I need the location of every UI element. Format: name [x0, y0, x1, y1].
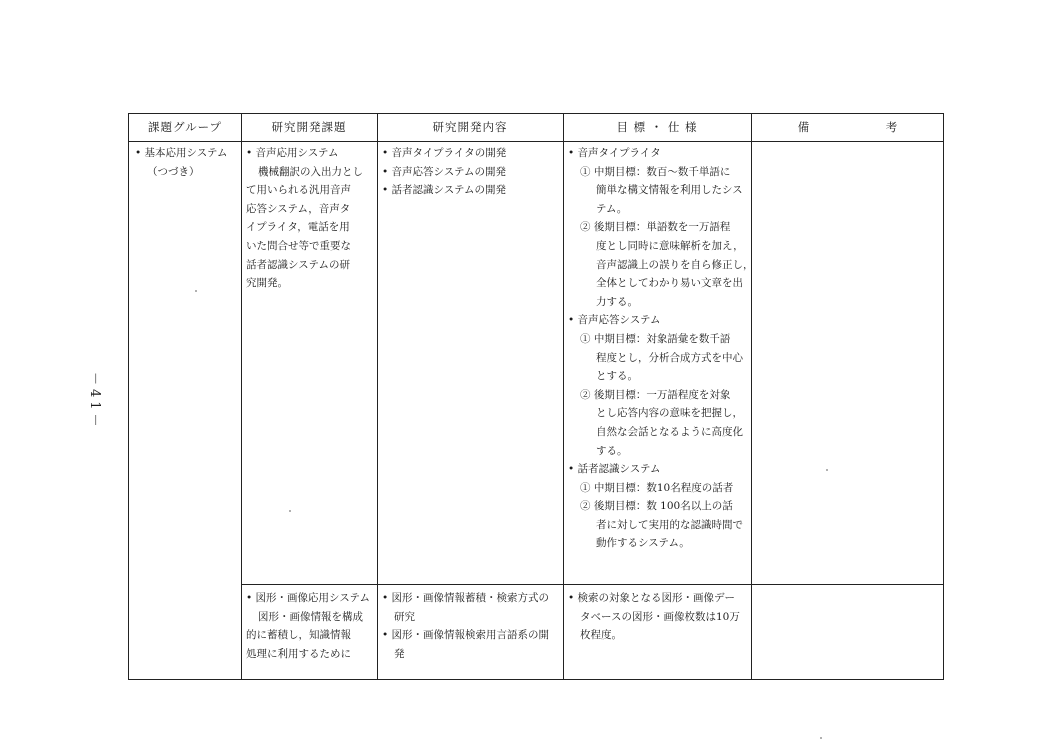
row2-theme-line: 図形・画像情報を構成 [258, 610, 363, 623]
scan-speck [826, 469, 828, 471]
column-divider [241, 114, 242, 679]
row2-theme-cell [246, 589, 374, 663]
scan-speck [820, 737, 822, 739]
row1-target-line: 簡単な構文情報を利用したシス [596, 184, 743, 197]
row1-theme-line: • 音声応用システム [246, 147, 339, 159]
row2-target-line: 枚程度。 [580, 629, 622, 642]
row1-theme-line: 究開発。 [246, 277, 288, 290]
row1-target-line: 音声認識上の誤りを自ら修正し， [596, 258, 754, 271]
row1-target-line: する。 [596, 444, 628, 457]
column-divider [751, 114, 752, 679]
row1-target-line: 力する。 [596, 295, 638, 308]
row1-target-line: ① 中期目標：対象語彙を数千語 [580, 332, 731, 345]
page-number: －41－ [87, 372, 102, 431]
row2-theme-line: • 図形・画像応用システム [246, 592, 370, 604]
column-divider [563, 114, 564, 679]
row1-theme-cell [246, 144, 374, 293]
row1-content-line: • 音声タイプライタの開発 [382, 147, 507, 159]
row1-theme-line: て用いられる汎用音声 [246, 184, 351, 197]
row1-theme-line: イプライタ，電話を用 [246, 221, 350, 234]
row1-target-line: とし応答内容の意味を把握し， [596, 407, 743, 420]
row1-group-line: • 基本応用システム [135, 147, 228, 159]
row1-target-line: 動作するシステム。 [596, 537, 690, 550]
row2-target-cell [568, 589, 748, 645]
row1-target-line: ② 後期目標：数 100名以上の話 [580, 500, 733, 513]
row2-content-line: • 図形・画像情報蓄積・検索方式の [382, 592, 550, 604]
row1-target-line: • 話者認識システム [568, 463, 661, 476]
row1-group-line: （つづき） [147, 165, 200, 178]
scan-speck [195, 290, 197, 292]
row1-theme-line: 応答システム，音声タ [246, 202, 351, 215]
row1-content-line: • 話者認識システムの開発 [382, 184, 506, 197]
row2-content-line: • 図形・画像情報検索用言語系の開 [382, 629, 550, 642]
row1-target-line: • 音声応答システム [568, 314, 661, 327]
row1-content-line: • 音声応答システムの開発 [382, 165, 506, 178]
header-target: 目 標 ・ 仕 様 [616, 120, 698, 134]
table-header-row [129, 114, 943, 142]
row1-theme-line: いた問合せ等で重要な [246, 239, 351, 252]
row1-target-line: テム。 [596, 202, 628, 215]
row1-target-line: 者に対して実用的な認識時間で [596, 518, 743, 531]
row1-target-line: • 音声タイプライタ [568, 147, 661, 159]
row2-content-line: 研究 [394, 610, 415, 623]
row1-target-line: ② 後期目標：単語数を一万語程 [580, 221, 731, 234]
row1-target-cell [568, 144, 754, 553]
column-divider [377, 114, 378, 679]
row1-content-cell [382, 144, 560, 200]
row1-target-line: ① 中期目標：数10名程度の話者 [580, 481, 734, 494]
row1-group-cell [135, 144, 239, 181]
row2-target-line: • 検索の対象となる図形・画像デー [568, 592, 736, 604]
row1-target-line: とする。 [596, 370, 638, 383]
header-content: 研究開発内容 [432, 120, 508, 134]
row2-content-cell [382, 589, 560, 663]
row1-theme-line: 話者認識システムの研 [246, 258, 350, 271]
header-theme: 研究開発課題 [271, 120, 347, 134]
row2-target-line: タベースの図形・画像枚数は10万 [580, 610, 740, 623]
row2-content-line: 発 [394, 647, 405, 660]
row1-target-line: ② 後期目標：一万語程度を対象 [580, 388, 731, 401]
row2-theme-line: 処理に利用するために [246, 647, 351, 660]
row1-target-line: 自然な会話となるように高度化 [596, 425, 743, 438]
header-remarks-left: 備 [797, 120, 811, 134]
scan-speck [289, 510, 291, 512]
header-remarks-right: 考 [885, 120, 899, 134]
row2-theme-line: 的に蓄積し，知識情報 [246, 629, 351, 642]
row1-target-line: ① 中期目標：数百～数千単語に [580, 165, 731, 178]
row1-target-line: 程度とし，分析合成方式を中心 [596, 351, 743, 364]
header-group: 課題グループ [147, 120, 223, 134]
row1-target-line: 度とし同時に意味解析を加え， [596, 239, 744, 252]
research-table [128, 113, 944, 680]
row1-target-line: 全体としてわかり易い文章を出 [596, 277, 743, 290]
row-divider [241, 584, 944, 585]
row1-theme-line: 機械翻訳の入出力とし [258, 165, 363, 178]
